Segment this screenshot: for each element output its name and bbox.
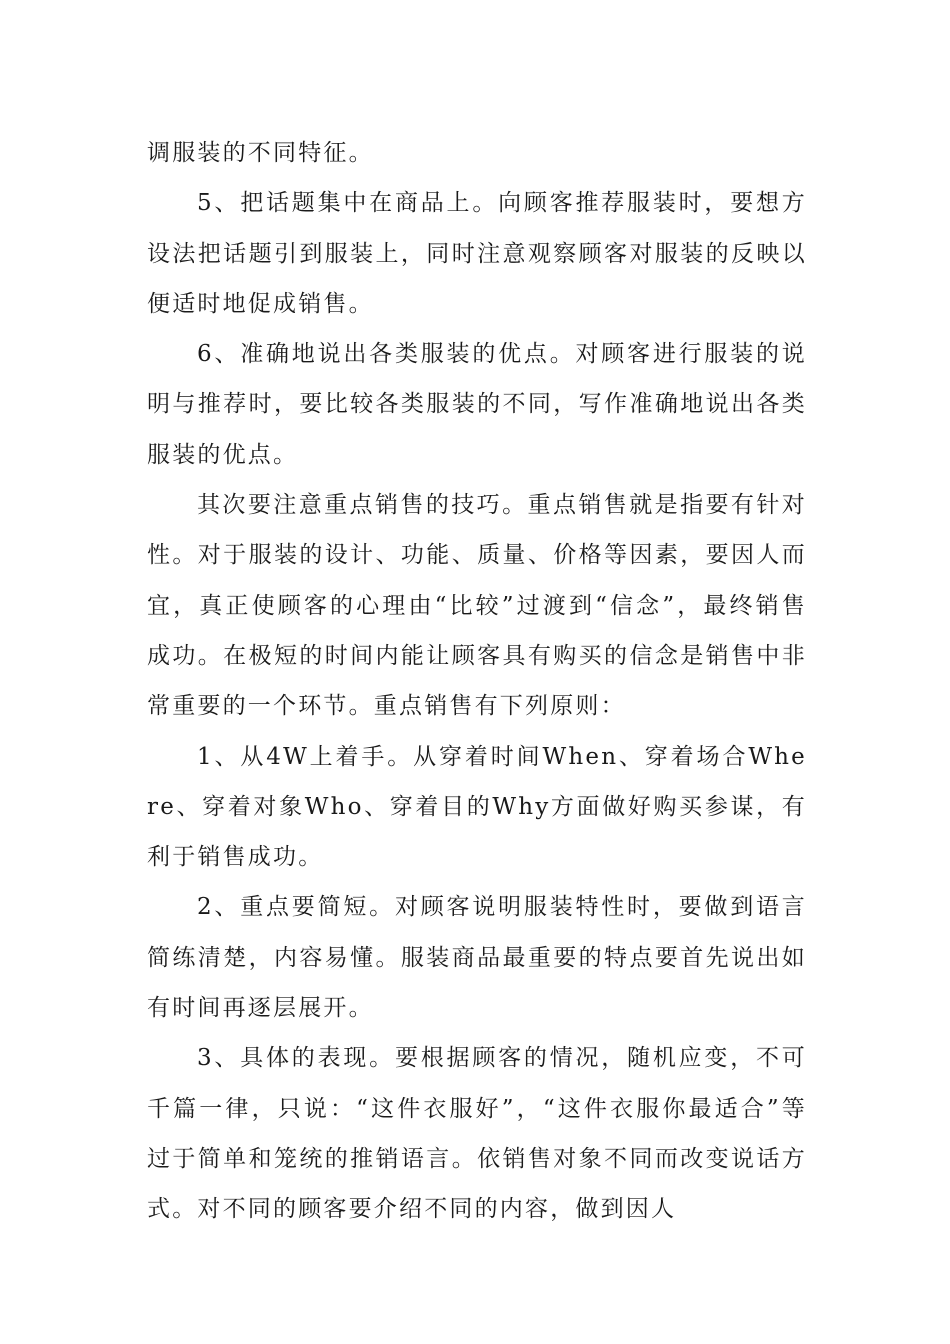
paragraph-principle-1: 1、从4W上着手。从穿着时间When、穿着场合Where、穿着对象Who、穿着目的Why方面做好购买参谋，有利于销售成功。 [147, 743, 807, 871]
paragraph-continuation: 调服装的不同特征。 [147, 140, 374, 166]
paragraph-principle-3: 3、具体的表现。要根据顾客的情况，随机应变，不可千篇一律，只说：“这件衣服好”，“这件衣服你最适合”等过于简单和笼统的推销语言。依销售对象不同而改变说话方式。对不同的顾客要介绍不同的内容，做到因人 [147, 1045, 807, 1223]
paragraph-key-selling: 其次要注意重点销售的技巧。重点销售就是指要有针对性。对于服装的设计、功能、质量、价格等因素，要因人而宜，真正使顾客的心理由“比较”过渡到“信念”，最终销售成功。在极短的时间内能让顾客具有购买的信念是销售中非常重要的一个环节。重点销售有下列原则： [147, 492, 807, 720]
document-body [147, 128, 807, 1235]
paragraph-point-5: 5、把话题集中在商品上。向顾客推荐服装时，要想方设法把话题引到服装上，同时注意观察顾客对服装的反映以便适时地促成销售。 [147, 190, 807, 317]
paragraph-point-6: 6、准确地说出各类服装的优点。对顾客进行服装的说明与推荐时，要比较各类服装的不同，写作准确地说出各类服装的优点。 [147, 341, 807, 468]
paragraph-principle-2: 2、重点要简短。对顾客说明服装特性时，要做到语言简练清楚，内容易懂。服装商品最重要的特点要首先说出如有时间再逐层展开。 [147, 894, 807, 1022]
